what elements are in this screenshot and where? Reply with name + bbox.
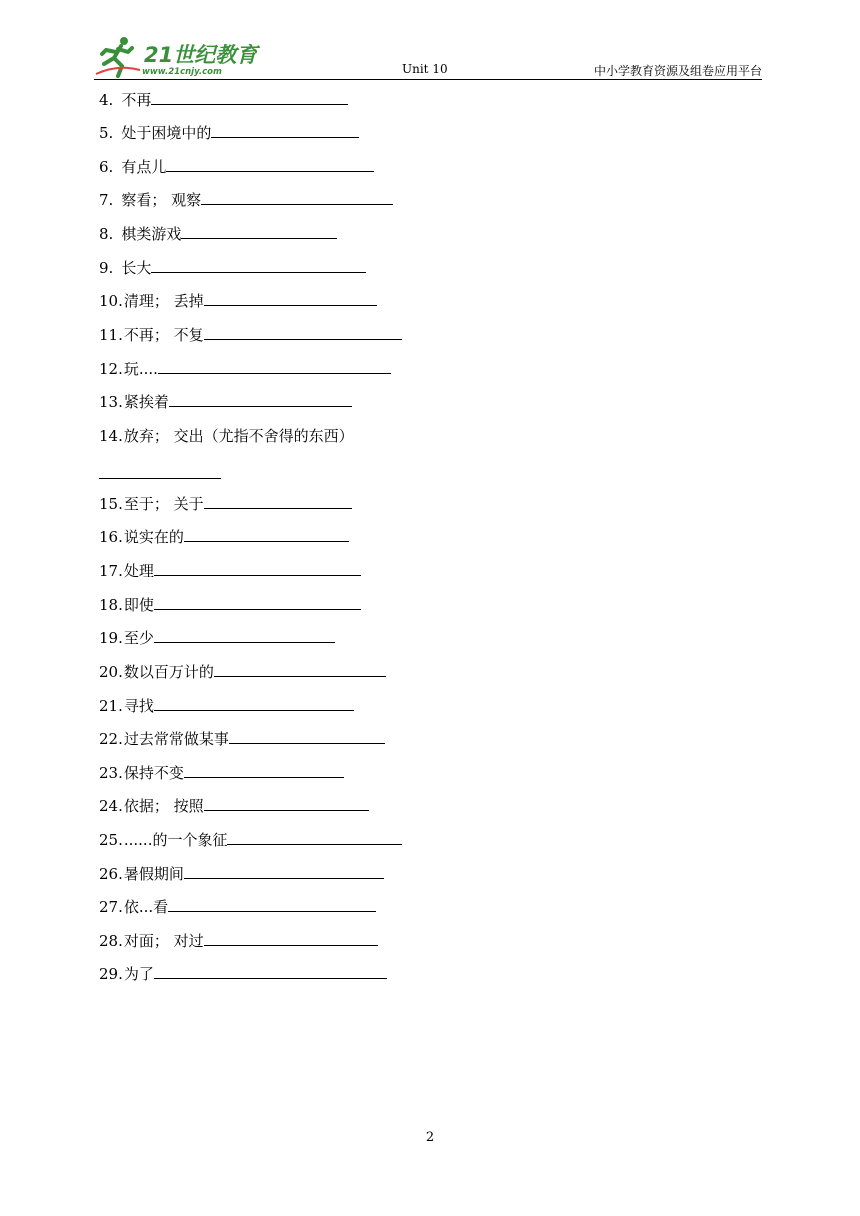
answer-blank[interactable] — [184, 527, 349, 542]
answer-blank[interactable] — [214, 662, 386, 677]
item-prompt: 至少 — [123, 629, 154, 647]
vocab-item — [99, 224, 337, 244]
item-prompt: 察看； 观察 — [121, 191, 202, 209]
item-prompt: 放弃； 交出（尤指不舍得的东西） — [123, 427, 354, 445]
item-number: 20. — [99, 663, 123, 681]
item-prompt: 为了 — [123, 965, 154, 983]
vocab-item — [99, 729, 385, 749]
logo-title: 21世纪教育 — [144, 43, 258, 67]
vocab-item — [99, 796, 369, 816]
answer-blank[interactable] — [151, 90, 348, 105]
item-prompt: 长大 — [121, 259, 152, 277]
item-number: 14. — [99, 427, 123, 445]
vocab-item — [99, 527, 349, 547]
item-number: 19. — [99, 629, 123, 647]
item-prompt: ......的一个象征 — [123, 831, 228, 849]
item-number: 29. — [99, 965, 123, 983]
answer-blank[interactable] — [154, 595, 361, 610]
item-prompt: 清理； 丢掉 — [123, 292, 204, 310]
answer-blank[interactable] — [204, 931, 378, 946]
answer-blank[interactable] — [204, 796, 369, 811]
item-number: 16. — [99, 528, 123, 546]
item-number: 9. — [99, 259, 114, 277]
logo-url: www.21cnjy.com — [142, 67, 222, 77]
vocab-item — [99, 830, 402, 850]
vocab-item — [99, 123, 359, 143]
item-prompt: 数以百万计的 — [123, 663, 214, 681]
item-number: 24. — [99, 797, 123, 815]
item-prompt: 至于； 关于 — [123, 495, 204, 513]
item-prompt: 依据； 按照 — [123, 797, 204, 815]
page-header — [94, 30, 762, 80]
vocab-item — [99, 931, 378, 951]
answer-blank[interactable] — [154, 964, 387, 979]
platform-label: 中小学教育资源及组卷应用平台 — [593, 64, 762, 78]
vocab-item — [99, 662, 386, 682]
item-number: 10. — [99, 292, 123, 310]
item-number: 22. — [99, 730, 123, 748]
vocab-item — [99, 392, 352, 412]
vocab-item — [99, 90, 348, 110]
vocab-item — [99, 494, 352, 514]
answer-blank[interactable] — [201, 190, 393, 205]
item-prompt: 暑假期间 — [123, 865, 184, 883]
item-prompt: 不再 — [121, 91, 152, 109]
answer-blank[interactable] — [168, 897, 376, 912]
item-number: 15. — [99, 495, 123, 513]
answer-blank[interactable] — [229, 729, 385, 744]
vocab-item — [99, 157, 374, 177]
item-number: 26. — [99, 865, 123, 883]
item-prompt: 玩.... — [123, 360, 158, 378]
item-number: 7. — [99, 191, 114, 209]
answer-blank[interactable] — [154, 561, 361, 576]
item-prompt: 说实在的 — [123, 528, 184, 546]
item-prompt: 寻找 — [123, 697, 154, 715]
vocab-item — [99, 426, 354, 446]
vocab-item — [99, 628, 335, 648]
item-number: 12. — [99, 360, 123, 378]
item-number: 8. — [99, 225, 114, 243]
vocab-item — [99, 359, 391, 379]
vocab-item — [99, 325, 402, 345]
vocab-item — [99, 561, 361, 581]
vocab-item — [99, 864, 384, 884]
item-prompt: 依...看 — [123, 898, 169, 916]
answer-blank[interactable] — [184, 763, 344, 778]
runner-logo-icon — [94, 34, 142, 78]
vocab-item — [99, 258, 366, 278]
item-number: 5. — [99, 124, 114, 142]
item-prompt: 棋类游戏 — [121, 225, 182, 243]
answer-blank[interactable] — [204, 291, 377, 306]
item-number: 13. — [99, 393, 123, 411]
page-number: 2 — [425, 1130, 435, 1145]
item-number: 25. — [99, 831, 123, 849]
item-prompt: 紧挨着 — [123, 393, 169, 411]
vocab-item — [99, 190, 393, 210]
item-number: 21. — [99, 697, 123, 715]
vocab-item — [99, 763, 344, 783]
answer-blank[interactable] — [227, 830, 402, 845]
item-prompt: 有点儿 — [121, 158, 167, 176]
vocab-item — [99, 595, 361, 615]
vocab-item — [99, 897, 376, 917]
item-number: 27. — [99, 898, 123, 916]
answer-blank[interactable] — [99, 477, 221, 479]
answer-blank[interactable] — [211, 123, 359, 138]
item-prompt: 保持不变 — [123, 764, 184, 782]
item-prompt: 对面； 对过 — [123, 932, 204, 950]
item-number: 6. — [99, 158, 114, 176]
item-number: 28. — [99, 932, 123, 950]
item-prompt: 处于困境中的 — [121, 124, 212, 142]
answer-blank[interactable] — [166, 157, 374, 172]
answer-blank[interactable] — [158, 359, 391, 374]
vocab-item — [99, 696, 354, 716]
header-divider — [94, 79, 762, 80]
item-number: 17. — [99, 562, 123, 580]
item-number: 11. — [99, 326, 123, 344]
vocab-item — [99, 291, 377, 311]
item-prompt: 处理 — [123, 562, 154, 580]
answer-blank[interactable] — [151, 258, 366, 273]
item-prompt: 过去常常做某事 — [123, 730, 229, 748]
answer-blank[interactable] — [181, 224, 337, 239]
answer-blank[interactable] — [204, 494, 352, 509]
item-number: 4. — [99, 91, 114, 109]
item-prompt: 不再； 不复 — [123, 326, 204, 344]
answer-blank[interactable] — [154, 628, 335, 643]
answer-blank[interactable] — [169, 392, 352, 407]
answer-blank[interactable] — [154, 696, 354, 711]
vocab-item — [99, 964, 387, 984]
item-prompt: 即使 — [123, 596, 154, 614]
answer-blank[interactable] — [204, 325, 402, 340]
item-number: 18. — [99, 596, 123, 614]
logo — [94, 34, 264, 78]
answer-blank[interactable] — [184, 864, 384, 879]
item-number: 23. — [99, 764, 123, 782]
unit-label: Unit 10 — [402, 62, 448, 76]
